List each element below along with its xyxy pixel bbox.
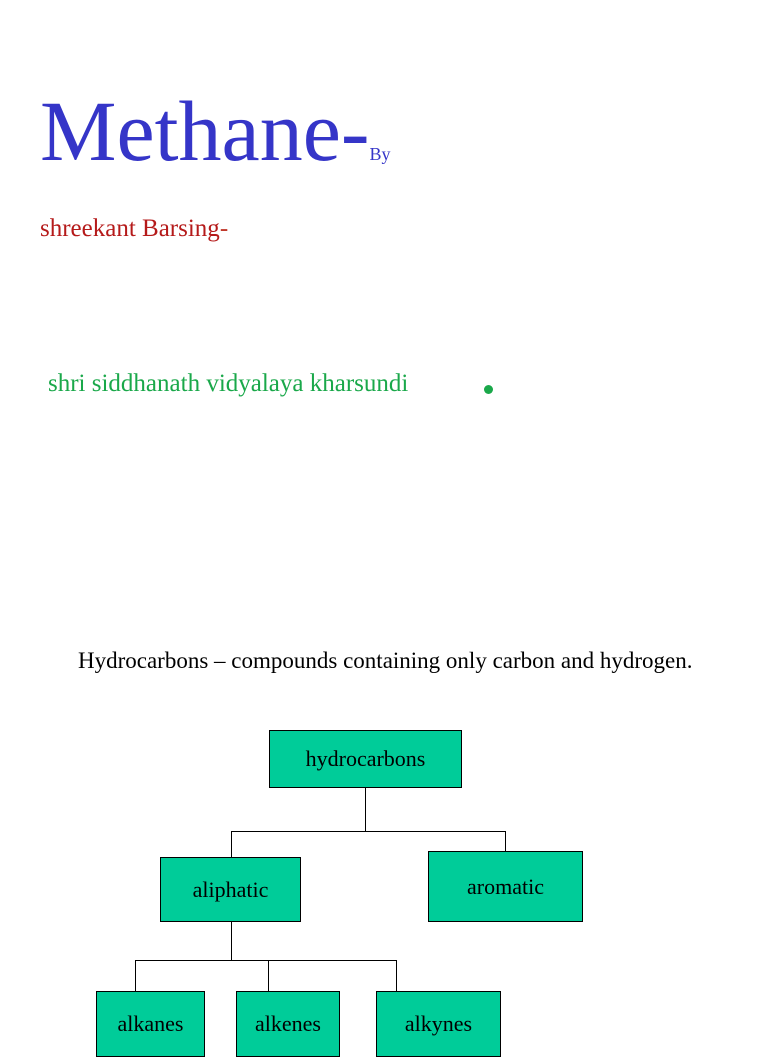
title-by: By — [369, 144, 391, 164]
node-alkenes: alkenes — [236, 991, 340, 1057]
connector-level1-horizontal — [231, 831, 506, 832]
bullet-dot — [484, 385, 493, 394]
connector-alkynes-up — [396, 960, 397, 992]
connector-aromatic-up — [505, 831, 506, 852]
connector-aliphatic-up — [231, 831, 232, 858]
node-hydrocarbons: hydrocarbons — [269, 730, 462, 788]
connector-level2-horizontal — [135, 960, 397, 961]
connector-aliphatic-down — [231, 922, 232, 961]
node-aliphatic: aliphatic — [160, 857, 301, 922]
author-dash: - — [219, 215, 229, 242]
author-name: shreekant Barsing — [40, 215, 220, 242]
node-alkanes: alkanes — [96, 991, 205, 1057]
title-main: Methane- — [40, 83, 370, 179]
slide-title — [40, 83, 391, 179]
connector-alkanes-up — [135, 960, 136, 992]
connector-root-down — [365, 788, 366, 832]
intro-text: Hydrocarbons – compounds containing only carbon and hydrogen. — [78, 648, 693, 673]
connector-alkenes-up — [268, 960, 269, 992]
node-aromatic: aromatic — [428, 851, 583, 922]
author-line — [40, 215, 228, 243]
school-name: shri siddhanath vidyalaya kharsundi — [48, 370, 409, 397]
node-alkynes: alkynes — [376, 991, 501, 1057]
